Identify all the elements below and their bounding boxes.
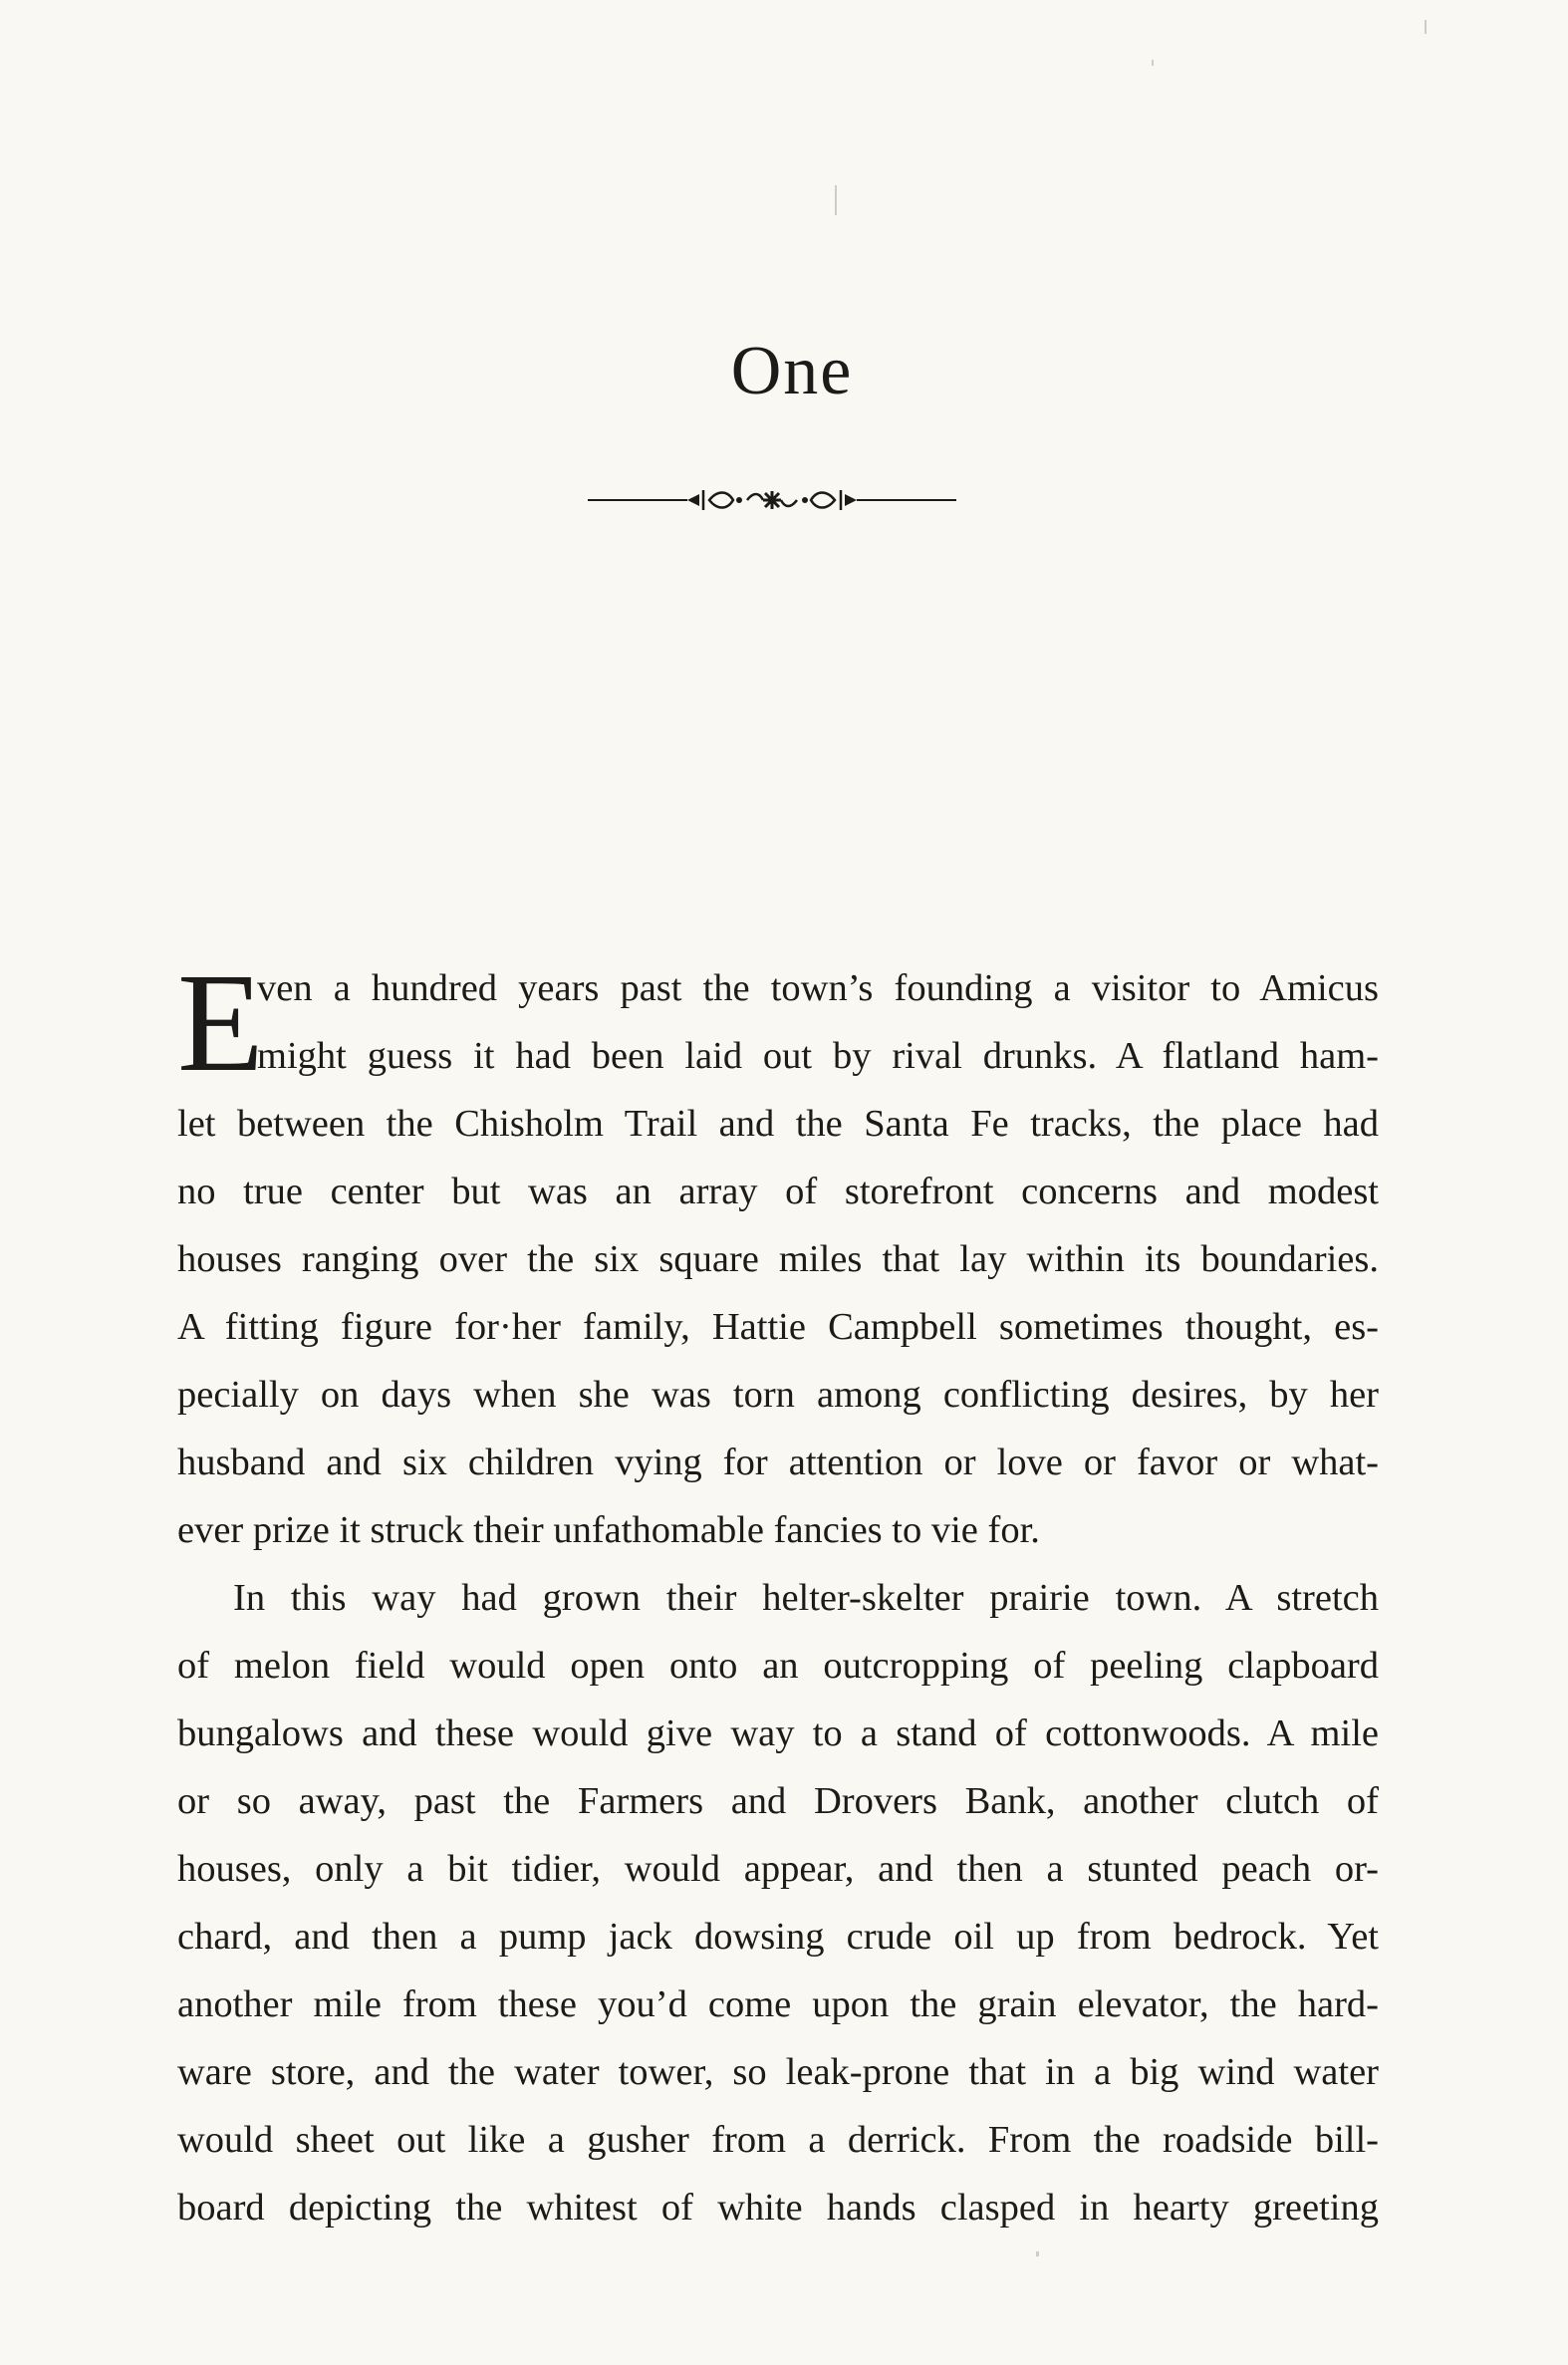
text-line: another mile from these you’d come upon the grain elevator, the hard- [177,1983,1379,2025]
chapter-body [177,943,1379,2241]
text-line: ven a hundred years past the town’s founding a visitor to Amicus [257,967,1379,1009]
scan-speck [835,185,837,215]
text-line: might guess it had been laid out by rival drunks. A flatland ham- [257,1035,1379,1077]
text-line: houses, only a bit tidier, would appear, and then a stunted peach or- [177,1848,1379,1890]
text-line: houses ranging over the six square miles that lay within its boundaries. [177,1238,1379,1280]
text-line: A fitting figure for·her family, Hattie Campbell sometimes thought, es- [177,1306,1379,1348]
scan-speck [1036,2251,1039,2256]
text-line: no true center but was an array of storefront concerns and modest [177,1171,1379,1212]
text-line: husband and six children vying for attention or love or favor or what- [177,1442,1379,1483]
text-line: board depicting the whitest of white hands clasped in hearty greeting [177,2187,1379,2229]
text-line: or so away, past the Farmers and Drovers Bank, another clutch of [177,1780,1379,1822]
text-line: ware store, and the water tower, so leak-prone that in a big wind water [177,2051,1379,2093]
paragraph-1 [177,943,1379,1564]
drop-cap: E [177,943,264,1101]
text-line: bungalows and these would give way to a stand of cottonwoods. A mile [177,1712,1379,1754]
chapter-title: One [730,333,854,409]
text-line: In this way had grown their helter-skelter prairie town. A stretch [233,1577,1379,1619]
text-line: let between the Chisholm Trail and the Santa Fe tracks, the place had [177,1103,1379,1145]
text-line: ever prize it struck their unfathomable fancies to vie for. [177,1509,1040,1551]
text-line: would sheet out like a gusher from a derrick. From the roadside bill- [177,2119,1379,2161]
paragraph-2 [177,1564,1379,2241]
flourish-divider-icon [588,482,956,518]
text-line: chard, and then a pump jack dowsing crude oil up from bedrock. Yet [177,1916,1379,1958]
text-line: pecially on days when she was torn among conflicting desires, by her [177,1374,1379,1416]
text-line: of melon field would open onto an outcropping of peeling clapboard [177,1645,1379,1687]
scan-speck [1425,20,1427,34]
scan-speck [1152,60,1154,66]
